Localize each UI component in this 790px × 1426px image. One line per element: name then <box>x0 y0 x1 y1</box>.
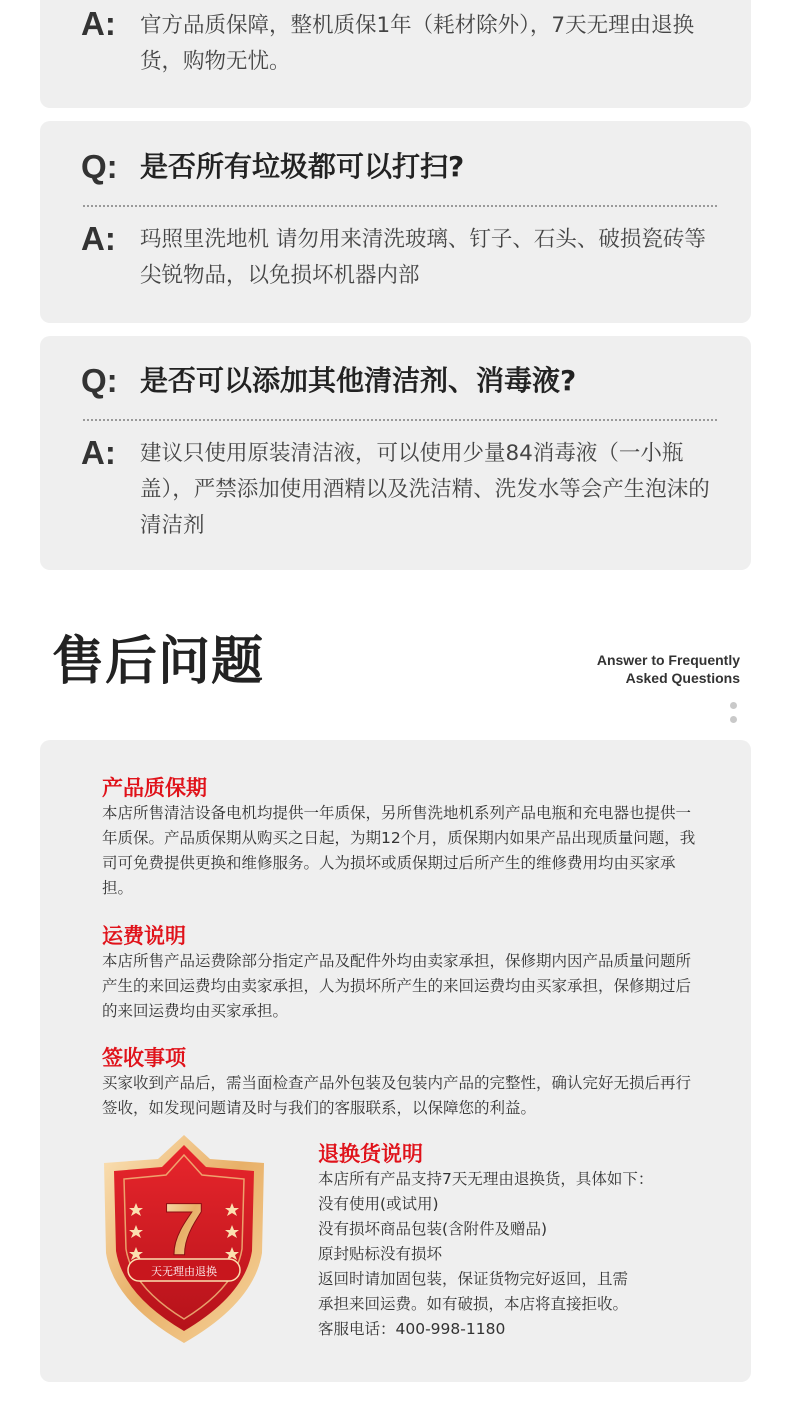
shield-badge-icon <box>98 1133 270 1347</box>
vertical-dots-icon <box>730 702 738 726</box>
returns-line: 返回时请加固包装，保证货物完好返回，且需 <box>318 1270 629 1288</box>
faq-card-1 <box>40 0 751 108</box>
answer-label: A: <box>81 220 116 257</box>
question-text: 是否可以添加其他清洁剂、消毒液? <box>140 364 577 397</box>
after-sales-card <box>40 740 751 1382</box>
returns-line: 没有使用(或试用) <box>318 1195 439 1213</box>
subtitle-line-2: Asked Questions <box>625 670 740 686</box>
answer-label: A: <box>81 434 116 471</box>
returns-line: 承担来回运费。如有破损，本店将直接拒收。 <box>318 1295 629 1313</box>
faq-card-3 <box>40 336 751 570</box>
question-text: 是否所有垃圾都可以打扫? <box>140 150 465 183</box>
customer-service-phone: 客服电话：400-998-1180 <box>318 1320 506 1338</box>
subtitle-line-1: Answer to Frequently <box>596 652 740 668</box>
returns-line: 本店所有产品支持7天无理由退换货，具体如下： <box>318 1170 654 1188</box>
seven-day-return-badge <box>98 1133 270 1347</box>
faq-card-2 <box>40 121 751 323</box>
section-title: 售后问题 <box>52 632 265 692</box>
dotted-divider <box>83 205 717 207</box>
answer-text: 官方品质保障，整机质保1年（耗材除外），7天无理由退换货，购物无忧。 <box>140 13 695 74</box>
warranty-title: 产品质保期 <box>102 776 207 800</box>
dotted-divider <box>83 419 717 421</box>
receipt-title: 签收事项 <box>102 1046 186 1070</box>
question-label: Q: <box>81 362 118 399</box>
badge-ribbon-text: 天无理由退换 <box>151 1265 217 1278</box>
answer-text: 建议只使用原装清洁液，可以使用少量84消毒液（一小瓶盖），严禁添加使用酒精以及洗洁精、洗发水等会产生泡沫的清洁剂 <box>140 441 710 538</box>
shipping-body: 本店所售产品运费除部分指定产品及配件外均由卖家承担，保修期内因产品质量问题所产生的来回运费均由卖家承担，人为损坏所产生的来回运费均由买家承担，保修期过后的来回运费均由买家承担。 <box>102 952 692 1020</box>
receipt-body: 买家收到产品后，需当面检查产品外包装及包装内产品的完整性，确认完好无损后再行签收，如发现问题请及时与我们的客服联系，以保障您的利益。 <box>102 1074 692 1117</box>
returns-title: 退换货说明 <box>318 1142 423 1166</box>
answer-label: A: <box>81 5 116 42</box>
returns-line: 原封贴标没有损坏 <box>318 1245 443 1263</box>
shipping-title: 运费说明 <box>102 924 186 948</box>
warranty-body: 本店所售清洁设备电机均提供一年质保，另所售洗地机系列产品电瓶和充电器也提供一年质保。产品质保期从购买之日起，为期12个月，质保期内如果产品出现质量问题，我司可免费提供更换和维修服务。人为损坏或质保期过后所产生的维修费用均由买家承担。 <box>102 804 696 897</box>
returns-line: 没有损坏商品包装(含附件及赠品) <box>318 1220 548 1238</box>
badge-number: 7 <box>163 1188 205 1271</box>
returns-body <box>318 1167 718 1342</box>
question-label: Q: <box>81 148 118 185</box>
section-subtitle <box>597 651 740 687</box>
answer-text: 玛照里洗地机 请勿用来清洗玻璃、钉子、石头、破损瓷砖等尖锐物品，以免损坏机器内部 <box>140 227 706 288</box>
